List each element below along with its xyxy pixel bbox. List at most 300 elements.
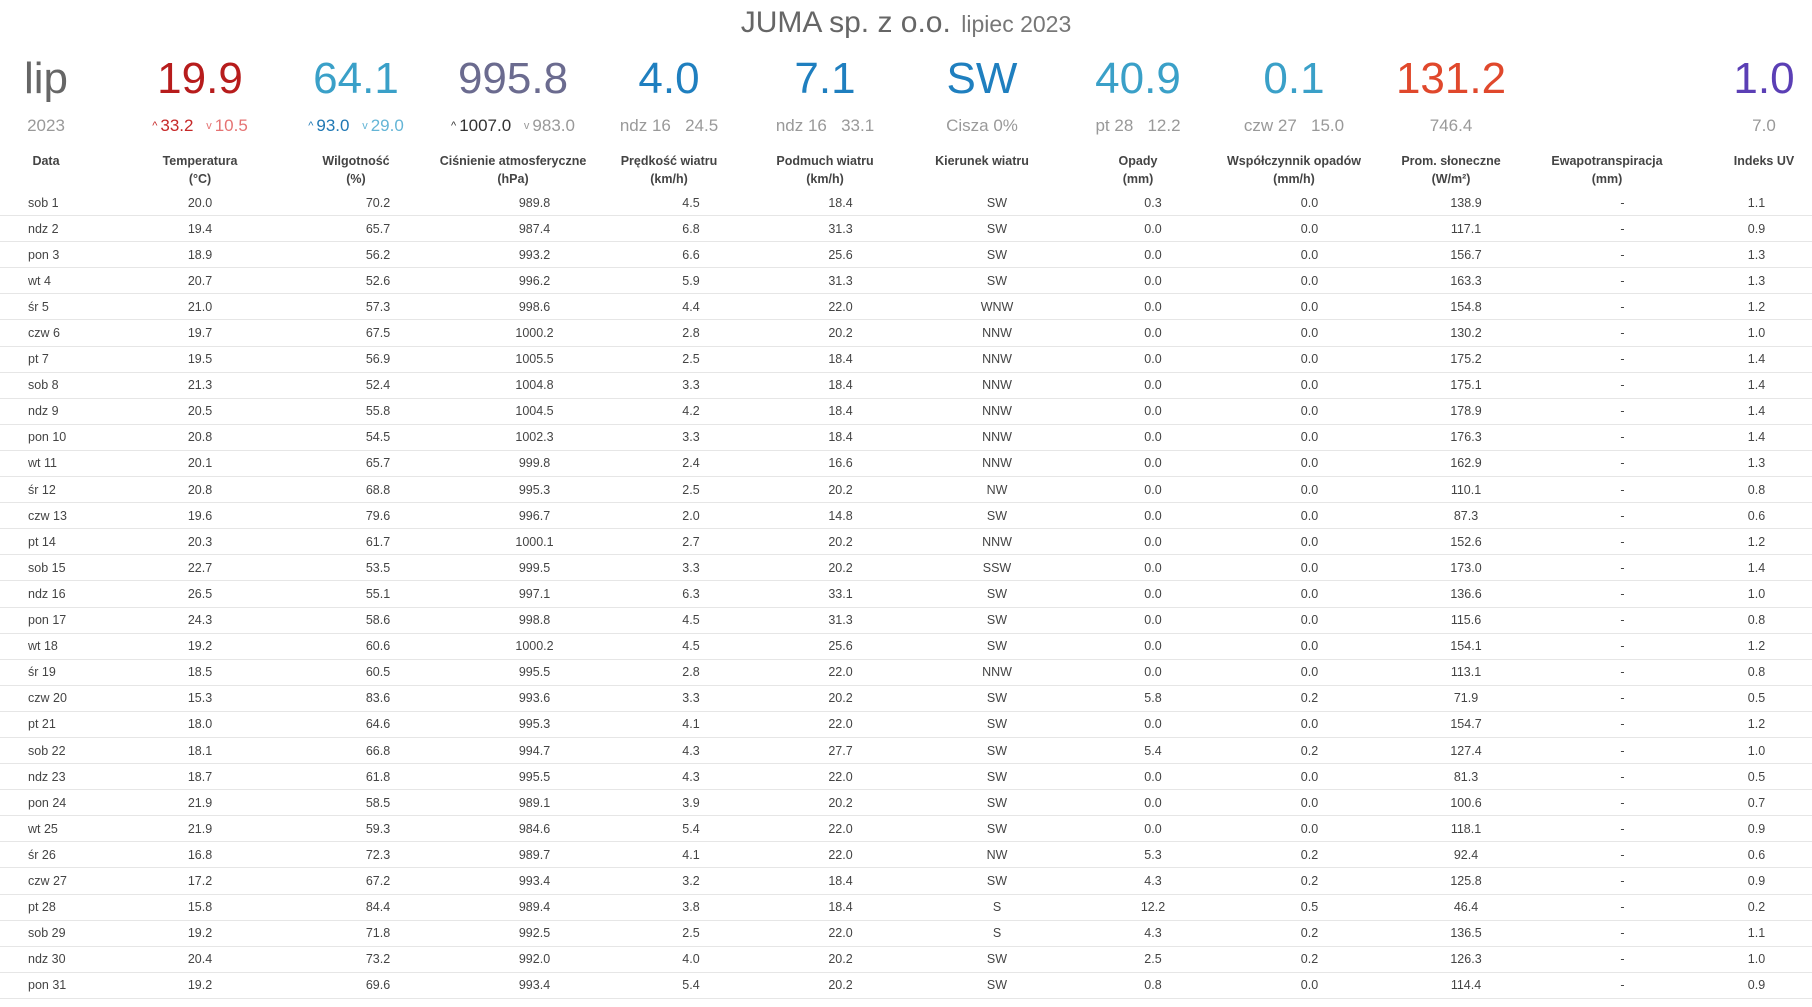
col-rain-cell: 0.0 bbox=[1075, 503, 1231, 529]
col-temperature-cell: 19.4 bbox=[93, 216, 307, 242]
col-date-cell: pon 17 bbox=[0, 607, 93, 633]
col-solar-cell: 100.6 bbox=[1388, 790, 1544, 816]
col-solar-cell: 176.3 bbox=[1388, 424, 1544, 450]
col-temperature-label: Temperatura bbox=[162, 154, 238, 168]
col-evapotranspiration-cell: - bbox=[1544, 946, 1701, 972]
col-uv-header bbox=[1734, 152, 1794, 170]
col-rain-rate-cell: 0.0 bbox=[1231, 581, 1388, 607]
col-temperature-cell: 22.7 bbox=[93, 555, 307, 581]
table-row bbox=[0, 842, 1812, 868]
col-date-cell: czw 20 bbox=[0, 685, 93, 711]
col-temperature-cell: 18.9 bbox=[93, 242, 307, 268]
col-wind-gust-cell: 22.0 bbox=[762, 711, 919, 737]
col-pressure-unit: (hPa) bbox=[497, 172, 529, 186]
col-wind-speed-label: Prędkość wiatru bbox=[620, 154, 718, 168]
col-temperature-unit: (°C) bbox=[188, 172, 212, 186]
col-temperature-cell: 19.6 bbox=[93, 503, 307, 529]
col-uv-cell: 0.6 bbox=[1701, 842, 1812, 868]
col-pressure-cell: 1002.3 bbox=[449, 424, 620, 450]
col-rain-cell: 0.3 bbox=[1075, 190, 1231, 216]
col-wind-speed-cell: 3.9 bbox=[620, 790, 762, 816]
col-humidity-cell: 61.7 bbox=[307, 529, 449, 555]
col-rain-cell: 0.0 bbox=[1075, 398, 1231, 424]
col-wind-gust-cell: 18.4 bbox=[762, 894, 919, 920]
col-date-cell: ndz 2 bbox=[0, 216, 93, 242]
summary-temperature: 19.9 bbox=[157, 54, 243, 103]
col-wind-direction-cell: NNW bbox=[919, 529, 1075, 555]
col-evapotranspiration-cell: - bbox=[1544, 868, 1701, 894]
col-evapotranspiration-cell: - bbox=[1544, 555, 1701, 581]
wind-gust-max-value: 33.1 bbox=[841, 116, 875, 135]
humidity-min: 29.0 bbox=[370, 116, 404, 135]
col-wind-speed-cell: 2.5 bbox=[620, 920, 762, 946]
col-wind-speed-cell: 6.8 bbox=[620, 216, 762, 242]
col-temperature-cell: 20.0 bbox=[93, 190, 307, 216]
col-evapotranspiration-label: Ewapotranspiracja bbox=[1551, 154, 1663, 168]
col-temperature-cell: 20.4 bbox=[93, 946, 307, 972]
col-wind-gust-cell: 20.2 bbox=[762, 972, 919, 998]
col-evapotranspiration-cell: - bbox=[1544, 503, 1701, 529]
col-temperature-cell: 18.0 bbox=[93, 711, 307, 737]
col-rain-cell: 4.3 bbox=[1075, 868, 1231, 894]
col-rain-cell: 0.0 bbox=[1075, 659, 1231, 685]
col-humidity-cell: 57.3 bbox=[307, 294, 449, 320]
col-humidity-cell: 71.8 bbox=[307, 920, 449, 946]
col-pressure-cell: 999.5 bbox=[449, 555, 620, 581]
col-rain-rate-cell: 0.0 bbox=[1231, 790, 1388, 816]
col-date-cell: pt 7 bbox=[0, 346, 93, 372]
col-wind-gust-cell: 22.0 bbox=[762, 816, 919, 842]
table-row bbox=[0, 633, 1812, 659]
table-row bbox=[0, 450, 1812, 476]
col-pressure-cell: 1000.2 bbox=[449, 633, 620, 659]
col-uv-label: Indeks UV bbox=[1733, 154, 1795, 168]
col-pressure-cell: 1000.1 bbox=[449, 529, 620, 555]
col-uv-cell: 0.5 bbox=[1701, 764, 1812, 790]
col-wind-gust-cell: 18.4 bbox=[762, 372, 919, 398]
period-label: lipiec 2023 bbox=[961, 11, 1072, 37]
col-rain-rate-cell: 0.0 bbox=[1231, 190, 1388, 216]
col-evapotranspiration-cell: - bbox=[1544, 972, 1701, 998]
col-wind-gust-cell: 22.0 bbox=[762, 294, 919, 320]
col-rain-rate-cell: 0.0 bbox=[1231, 294, 1388, 320]
col-uv-cell: 1.1 bbox=[1701, 920, 1812, 946]
table-row bbox=[0, 424, 1812, 450]
col-wind-direction-cell: SW bbox=[919, 790, 1075, 816]
col-wind-direction-cell: NNW bbox=[919, 398, 1075, 424]
col-pressure-cell: 998.6 bbox=[449, 294, 620, 320]
col-date-cell: sob 8 bbox=[0, 372, 93, 398]
col-humidity-cell: 56.2 bbox=[307, 242, 449, 268]
col-evapotranspiration-cell: - bbox=[1544, 346, 1701, 372]
col-rain-rate-cell: 0.0 bbox=[1231, 372, 1388, 398]
col-rain-cell: 0.0 bbox=[1075, 477, 1231, 503]
col-wind-direction-cell: SW bbox=[919, 190, 1075, 216]
col-wind-direction-cell: SW bbox=[919, 503, 1075, 529]
col-date-cell: czw 13 bbox=[0, 503, 93, 529]
col-solar-cell: 154.1 bbox=[1388, 633, 1544, 659]
col-solar-label: Prom. słoneczne bbox=[1401, 154, 1501, 168]
col-humidity-cell: 55.1 bbox=[307, 581, 449, 607]
col-wind-direction-cell: SW bbox=[919, 242, 1075, 268]
col-solar-cell: 115.6 bbox=[1388, 607, 1544, 633]
col-evapotranspiration-cell: - bbox=[1544, 842, 1701, 868]
col-temperature-cell: 19.2 bbox=[93, 972, 307, 998]
col-humidity-cell: 54.5 bbox=[307, 424, 449, 450]
col-rain-label: Opady bbox=[1118, 154, 1158, 168]
col-rain-cell: 0.0 bbox=[1075, 320, 1231, 346]
col-uv-cell: 1.4 bbox=[1701, 424, 1812, 450]
col-temperature-cell: 26.5 bbox=[93, 581, 307, 607]
col-humidity-cell: 53.5 bbox=[307, 555, 449, 581]
col-pressure-cell: 1005.5 bbox=[449, 346, 620, 372]
col-uv-cell: 0.8 bbox=[1701, 659, 1812, 685]
col-rain-cell: 0.0 bbox=[1075, 294, 1231, 320]
col-humidity-cell: 60.5 bbox=[307, 659, 449, 685]
col-temperature-cell: 24.3 bbox=[93, 607, 307, 633]
table-row bbox=[0, 529, 1812, 555]
col-wind-gust-cell: 16.6 bbox=[762, 450, 919, 476]
caret-down-icon: v bbox=[362, 120, 368, 132]
col-temperature-cell: 21.3 bbox=[93, 372, 307, 398]
col-rain-rate-cell: 0.0 bbox=[1231, 659, 1388, 685]
col-wind-speed-unit: (km/h) bbox=[650, 172, 688, 186]
table-row bbox=[0, 555, 1812, 581]
pressure-min: 983.0 bbox=[532, 116, 575, 135]
col-temperature-cell: 21.9 bbox=[93, 790, 307, 816]
col-uv-cell: 1.1 bbox=[1701, 190, 1812, 216]
col-uv-cell: 0.9 bbox=[1701, 972, 1812, 998]
col-pressure-cell: 996.7 bbox=[449, 503, 620, 529]
table-row bbox=[0, 920, 1812, 946]
col-humidity-cell: 69.6 bbox=[307, 972, 449, 998]
col-evapotranspiration-unit: (mm) bbox=[1591, 172, 1623, 186]
col-solar-cell: 87.3 bbox=[1388, 503, 1544, 529]
col-wind-gust-cell: 20.2 bbox=[762, 790, 919, 816]
col-humidity-cell: 58.5 bbox=[307, 790, 449, 816]
col-temperature-cell: 18.1 bbox=[93, 737, 307, 763]
pressure-max: 1007.0 bbox=[459, 116, 512, 135]
col-uv-cell: 1.2 bbox=[1701, 294, 1812, 320]
col-wind-speed-cell: 6.6 bbox=[620, 242, 762, 268]
col-uv-cell: 0.2 bbox=[1701, 894, 1812, 920]
col-wind-direction-label: Kierunek wiatru bbox=[935, 154, 1029, 168]
col-wind-gust-cell: 25.6 bbox=[762, 633, 919, 659]
col-temperature-cell: 18.5 bbox=[93, 659, 307, 685]
col-evapotranspiration-cell: - bbox=[1544, 581, 1701, 607]
col-rain-cell: 0.0 bbox=[1075, 764, 1231, 790]
col-solar-cell: 110.1 bbox=[1388, 477, 1544, 503]
col-rain-rate-cell: 0.2 bbox=[1231, 842, 1388, 868]
col-date-cell: pt 21 bbox=[0, 711, 93, 737]
col-evapotranspiration-cell: - bbox=[1544, 920, 1701, 946]
col-evapotranspiration-cell: - bbox=[1544, 216, 1701, 242]
table-row bbox=[0, 685, 1812, 711]
summary-pressure-range bbox=[447, 116, 579, 136]
table-row bbox=[0, 737, 1812, 763]
col-temperature-cell: 20.8 bbox=[93, 424, 307, 450]
table-row bbox=[0, 764, 1812, 790]
col-rain-cell: 0.0 bbox=[1075, 242, 1231, 268]
col-wind-direction-cell: S bbox=[919, 920, 1075, 946]
col-rain-cell: 0.0 bbox=[1075, 268, 1231, 294]
col-humidity-cell: 66.8 bbox=[307, 737, 449, 763]
table-row bbox=[0, 242, 1812, 268]
col-pressure-cell: 984.6 bbox=[449, 816, 620, 842]
col-temperature-cell: 16.8 bbox=[93, 842, 307, 868]
col-rain-cell: 0.0 bbox=[1075, 424, 1231, 450]
table-row bbox=[0, 372, 1812, 398]
col-uv-cell: 0.9 bbox=[1701, 868, 1812, 894]
col-date-cell: śr 12 bbox=[0, 477, 93, 503]
col-rain-rate-cell: 0.0 bbox=[1231, 972, 1388, 998]
col-pressure-label: Ciśnienie atmosferyczne bbox=[439, 154, 587, 168]
col-wind-speed-cell: 2.5 bbox=[620, 346, 762, 372]
col-solar-cell: 136.5 bbox=[1388, 920, 1544, 946]
col-date-cell: pt 28 bbox=[0, 894, 93, 920]
summary-solar: 131.2 bbox=[1395, 54, 1507, 103]
col-pressure-cell: 996.2 bbox=[449, 268, 620, 294]
col-rain-rate-cell: 0.0 bbox=[1231, 764, 1388, 790]
summary-rain-rate-max bbox=[1244, 116, 1344, 136]
col-wind-speed-cell: 2.8 bbox=[620, 659, 762, 685]
col-evapotranspiration-cell: - bbox=[1544, 894, 1701, 920]
table-row bbox=[0, 894, 1812, 920]
col-wind-gust-cell: 22.0 bbox=[762, 920, 919, 946]
col-rain-rate-cell: 0.0 bbox=[1231, 398, 1388, 424]
daily-table bbox=[0, 190, 1812, 999]
table-row bbox=[0, 216, 1812, 242]
col-uv-cell: 0.7 bbox=[1701, 790, 1812, 816]
col-solar-cell: 114.4 bbox=[1388, 972, 1544, 998]
temperature-min: 10.5 bbox=[214, 116, 248, 135]
col-wind-gust-cell: 18.4 bbox=[762, 868, 919, 894]
col-rain-cell: 0.0 bbox=[1075, 711, 1231, 737]
col-rain-cell: 5.8 bbox=[1075, 685, 1231, 711]
col-evapotranspiration-header bbox=[1551, 152, 1662, 188]
col-wind-speed-header bbox=[621, 152, 718, 188]
summary-uv: 1.0 bbox=[1733, 54, 1795, 103]
col-temperature-cell: 19.7 bbox=[93, 320, 307, 346]
col-temperature-cell: 20.3 bbox=[93, 529, 307, 555]
col-temperature-cell: 20.5 bbox=[93, 398, 307, 424]
col-humidity-cell: 61.8 bbox=[307, 764, 449, 790]
col-evapotranspiration-cell: - bbox=[1544, 711, 1701, 737]
col-date-cell: czw 27 bbox=[0, 868, 93, 894]
col-wind-gust-unit: (km/h) bbox=[806, 172, 844, 186]
col-wind-speed-cell: 6.3 bbox=[620, 581, 762, 607]
col-pressure-header bbox=[440, 152, 587, 188]
col-date-cell: śr 19 bbox=[0, 659, 93, 685]
col-humidity-cell: 67.5 bbox=[307, 320, 449, 346]
col-wind-direction-cell: SW bbox=[919, 685, 1075, 711]
col-rain-rate-cell: 0.0 bbox=[1231, 346, 1388, 372]
summary-wind-direction: SW bbox=[946, 54, 1018, 103]
col-humidity-cell: 55.8 bbox=[307, 398, 449, 424]
col-date-cell: sob 1 bbox=[0, 190, 93, 216]
col-pressure-cell: 1004.5 bbox=[449, 398, 620, 424]
col-wind-direction-cell: NNW bbox=[919, 320, 1075, 346]
col-date-cell: pon 10 bbox=[0, 424, 93, 450]
col-rain-cell: 5.4 bbox=[1075, 737, 1231, 763]
station-name: JUMA sp. z o.o. bbox=[740, 6, 951, 39]
col-wind-gust-cell: 18.4 bbox=[762, 190, 919, 216]
col-pressure-cell: 993.6 bbox=[449, 685, 620, 711]
col-wind-speed-cell: 5.4 bbox=[620, 972, 762, 998]
col-wind-gust-cell: 14.8 bbox=[762, 503, 919, 529]
col-wind-gust-cell: 31.3 bbox=[762, 216, 919, 242]
col-temperature-cell: 15.8 bbox=[93, 894, 307, 920]
col-date-cell: sob 29 bbox=[0, 920, 93, 946]
col-humidity-cell: 70.2 bbox=[307, 190, 449, 216]
summary-temperature-range bbox=[148, 116, 252, 136]
col-humidity-cell: 60.6 bbox=[307, 633, 449, 659]
col-uv-cell: 1.4 bbox=[1701, 346, 1812, 372]
col-temperature-cell: 19.5 bbox=[93, 346, 307, 372]
col-rain-rate-cell: 0.5 bbox=[1231, 894, 1388, 920]
table-row bbox=[0, 659, 1812, 685]
col-rain-cell: 0.0 bbox=[1075, 346, 1231, 372]
col-rain-rate-cell: 0.0 bbox=[1231, 529, 1388, 555]
col-temperature-cell: 19.2 bbox=[93, 633, 307, 659]
col-wind-speed-cell: 5.4 bbox=[620, 816, 762, 842]
table-row bbox=[0, 868, 1812, 894]
col-pressure-cell: 994.7 bbox=[449, 737, 620, 763]
col-evapotranspiration-cell: - bbox=[1544, 190, 1701, 216]
col-solar-cell: 71.9 bbox=[1388, 685, 1544, 711]
col-wind-speed-cell: 4.1 bbox=[620, 711, 762, 737]
col-wind-direction-cell: NW bbox=[919, 477, 1075, 503]
col-wind-direction-cell: NW bbox=[919, 842, 1075, 868]
col-wind-gust-cell: 20.2 bbox=[762, 529, 919, 555]
col-rain-rate-cell: 0.0 bbox=[1231, 320, 1388, 346]
col-wind-gust-cell: 33.1 bbox=[762, 581, 919, 607]
col-date-cell: sob 15 bbox=[0, 555, 93, 581]
summary-month: lip bbox=[23, 54, 69, 103]
table-row bbox=[0, 346, 1812, 372]
col-rain-rate-cell: 0.2 bbox=[1231, 920, 1388, 946]
col-humidity-cell: 59.3 bbox=[307, 816, 449, 842]
col-rain-rate-cell: 0.0 bbox=[1231, 816, 1388, 842]
col-uv-cell: 1.3 bbox=[1701, 450, 1812, 476]
col-rain-rate-cell: 0.2 bbox=[1231, 946, 1388, 972]
col-uv-cell: 1.2 bbox=[1701, 633, 1812, 659]
col-wind-gust-cell: 20.2 bbox=[762, 946, 919, 972]
col-solar-header bbox=[1401, 152, 1500, 188]
col-temperature-cell: 15.3 bbox=[93, 685, 307, 711]
col-wind-direction-cell: NNW bbox=[919, 659, 1075, 685]
col-solar-cell: 175.2 bbox=[1388, 346, 1544, 372]
summary-rain-max bbox=[1095, 116, 1180, 136]
col-rain-cell: 0.8 bbox=[1075, 972, 1231, 998]
col-solar-cell: 127.4 bbox=[1388, 737, 1544, 763]
summary-solar-max: 746.4 bbox=[1429, 116, 1473, 135]
col-wind-gust-label: Podmuch wiatru bbox=[776, 154, 874, 168]
col-rain-rate-header bbox=[1227, 152, 1361, 188]
col-pressure-cell: 995.5 bbox=[449, 659, 620, 685]
col-wind-speed-cell: 3.3 bbox=[620, 685, 762, 711]
col-solar-cell: 152.6 bbox=[1388, 529, 1544, 555]
col-wind-direction-cell: NNW bbox=[919, 372, 1075, 398]
summary-rain-rate: 0.1 bbox=[1263, 54, 1325, 103]
col-temperature-header bbox=[163, 152, 238, 188]
col-uv-cell: 1.0 bbox=[1701, 946, 1812, 972]
col-humidity-cell: 52.6 bbox=[307, 268, 449, 294]
table-row bbox=[0, 581, 1812, 607]
table-row bbox=[0, 477, 1812, 503]
col-solar-cell: 154.7 bbox=[1388, 711, 1544, 737]
summary-rain: 40.9 bbox=[1095, 54, 1181, 103]
col-uv-cell: 0.5 bbox=[1701, 685, 1812, 711]
col-temperature-cell: 21.9 bbox=[93, 816, 307, 842]
col-wind-direction-cell: SW bbox=[919, 581, 1075, 607]
col-wind-speed-cell: 4.4 bbox=[620, 294, 762, 320]
col-solar-cell: 125.8 bbox=[1388, 868, 1544, 894]
col-solar-cell: 154.8 bbox=[1388, 294, 1544, 320]
col-wind-speed-cell: 3.8 bbox=[620, 894, 762, 920]
col-pressure-cell: 998.8 bbox=[449, 607, 620, 633]
col-rain-rate-cell: 0.0 bbox=[1231, 555, 1388, 581]
summary-wind-speed-max bbox=[620, 116, 718, 136]
col-humidity-cell: 56.9 bbox=[307, 346, 449, 372]
col-date-cell: pon 3 bbox=[0, 242, 93, 268]
table-row bbox=[0, 294, 1812, 320]
col-pressure-cell: 989.4 bbox=[449, 894, 620, 920]
col-wind-gust-cell: 25.6 bbox=[762, 242, 919, 268]
col-rain-rate-cell: 0.0 bbox=[1231, 424, 1388, 450]
col-date-cell: śr 26 bbox=[0, 842, 93, 868]
col-humidity-label: Wilgotność bbox=[322, 154, 390, 168]
col-humidity-cell: 64.6 bbox=[307, 711, 449, 737]
table-row bbox=[0, 711, 1812, 737]
col-rain-rate-cell: 0.2 bbox=[1231, 868, 1388, 894]
col-rain-rate-cell: 0.0 bbox=[1231, 607, 1388, 633]
col-date-cell: czw 6 bbox=[0, 320, 93, 346]
col-temperature-cell: 19.2 bbox=[93, 920, 307, 946]
col-wind-speed-cell: 3.3 bbox=[620, 555, 762, 581]
col-rain-unit: (mm) bbox=[1122, 172, 1154, 186]
caret-down-icon: v bbox=[523, 120, 530, 132]
rain-max-value: 12.2 bbox=[1147, 116, 1181, 135]
col-uv-cell: 1.3 bbox=[1701, 268, 1812, 294]
col-solar-cell: 81.3 bbox=[1388, 764, 1544, 790]
col-wind-direction-cell: WNW bbox=[919, 294, 1075, 320]
col-uv-cell: 1.4 bbox=[1701, 398, 1812, 424]
col-wind-speed-cell: 4.3 bbox=[620, 764, 762, 790]
col-solar-cell: 117.1 bbox=[1388, 216, 1544, 242]
col-wind-speed-cell: 4.1 bbox=[620, 842, 762, 868]
col-wind-gust-cell: 20.2 bbox=[762, 477, 919, 503]
col-date-cell: wt 4 bbox=[0, 268, 93, 294]
col-date-cell: ndz 9 bbox=[0, 398, 93, 424]
col-pressure-cell: 992.5 bbox=[449, 920, 620, 946]
col-wind-speed-cell: 3.3 bbox=[620, 372, 762, 398]
table-row bbox=[0, 268, 1812, 294]
summary-uv-max: 7.0 bbox=[1752, 116, 1776, 135]
col-wind-gust-cell: 20.2 bbox=[762, 320, 919, 346]
col-solar-unit: (W/m²) bbox=[1431, 172, 1471, 186]
col-wind-speed-cell: 2.0 bbox=[620, 503, 762, 529]
summary-wind-gust: 7.1 bbox=[794, 54, 856, 103]
col-uv-cell: 0.8 bbox=[1701, 607, 1812, 633]
col-wind-direction-cell: SW bbox=[919, 868, 1075, 894]
col-pressure-cell: 1000.2 bbox=[449, 320, 620, 346]
col-pressure-cell: 993.2 bbox=[449, 242, 620, 268]
col-rain-rate-cell: 0.0 bbox=[1231, 216, 1388, 242]
col-rain-cell: 0.0 bbox=[1075, 555, 1231, 581]
table-row bbox=[0, 190, 1812, 216]
col-rain-cell: 0.0 bbox=[1075, 633, 1231, 659]
